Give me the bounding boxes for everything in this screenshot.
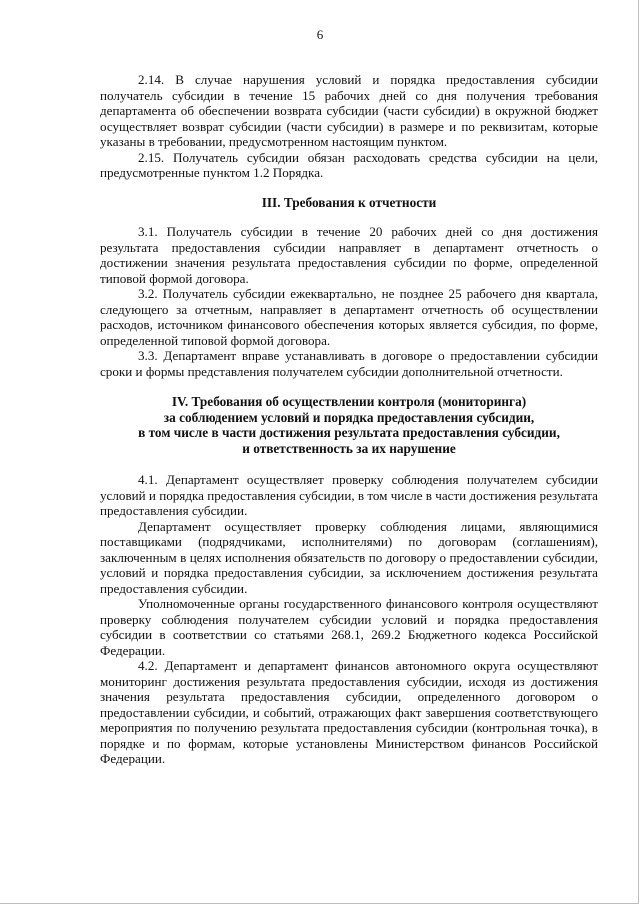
paragraph-4-1-suppliers: Департамент осуществляет проверку соблюдения лицами, являющимися поставщиками (подрядчиками, исполнителями) по договорам (соглашениям), заключенным в целях исполнения обязательств по договору о предоставлении субсидии, условий и порядка предоставления субсидии, за исключением достижения результата предоставления субсидии. <box>100 518 598 596</box>
heading-4-line-4: и ответственность за их нарушение <box>242 440 456 456</box>
heading-4-line-1: IV. Требования об осуществлении контроля (мониторинга) <box>171 394 527 409</box>
section-heading-4 <box>100 394 598 456</box>
paragraph-4-2: 4.2. Департамент и департамент финансов автономного округа осуществляют мониторинг достижения результата предоставления субсидии, исходя из достижения значения результата предоставления субсидии, определенного договором о предоставлении субсидии, и событий, отражающих факт завершения соответствующего мероприятия по получению результата предоставления субсидии (контрольная точка), в порядке и по формам, которые установлены Министерством финансов Российской Федерации. <box>100 658 598 766</box>
paragraph-2-15: 2.15. Получатель субсидии обязан расходовать средства субсидии на цели, предусмотренные пунктом 1.2 Порядка. <box>100 149 598 180</box>
paragraph-4-1-state-control: Уполномоченные органы государственного финансового контроля осуществляют проверку соблюдения получателем субсидии условий и порядка предоставления субсидии в соответствии со статьями 268.1, 269.2 Бюджетного кодекса Российской Федерации. <box>100 596 598 658</box>
paragraph-2-14: 2.14. В случае нарушения условий и порядка предоставления субсидии получатель субсидии в течение 15 рабочих дней со дня получения требования департамента об обеспечении возврата субсидии (части субсидии) в окружной бюджет осуществляет возврат субсидии (части субсидии) в размере и по реквизитам, которые указаны в требовании, предусмотренном настоящим пунктом. <box>100 72 598 149</box>
paragraph-3-2: 3.2. Получатель субсидии ежеквартально, не позднее 25 рабочего дня квартала, следующего за отчетным, направляет в департамент отчетность об осуществлении расходов, источником финансового обеспечения которых является субсидия, по форме, определенной типовой формой договора. <box>100 286 598 348</box>
section-heading-3: III. Требования к отчетности <box>261 194 437 210</box>
paragraph-3-1: 3.1. Получатель субсидии в течение 20 рабочих дней со дня достижения результата предоставления субсидии направляет в департамент отчетность о достижении значения результата предоставления субсидии по форме, определенной типовой формой договора. <box>100 224 598 286</box>
heading-4-line-3: в том числе в части достижения результата предоставления субсидии, <box>138 425 560 440</box>
paragraph-4-1: 4.1. Департамент осуществляет проверку соблюдения получателем субсидии условий и порядка предоставления субсидии, в том числе в части достижения результата предоставления субсидии. <box>100 472 598 518</box>
page-number: 6 <box>316 27 324 42</box>
heading-4-line-2: за соблюдением условий и порядка предоставления субсидии, <box>163 409 535 425</box>
document-body <box>100 72 598 767</box>
paragraph-3-3: 3.3. Департамент вправе устанавливать в договоре о предоставлении субсидии сроки и формы представления получателем субсидии дополнительной отчетности. <box>100 348 598 379</box>
